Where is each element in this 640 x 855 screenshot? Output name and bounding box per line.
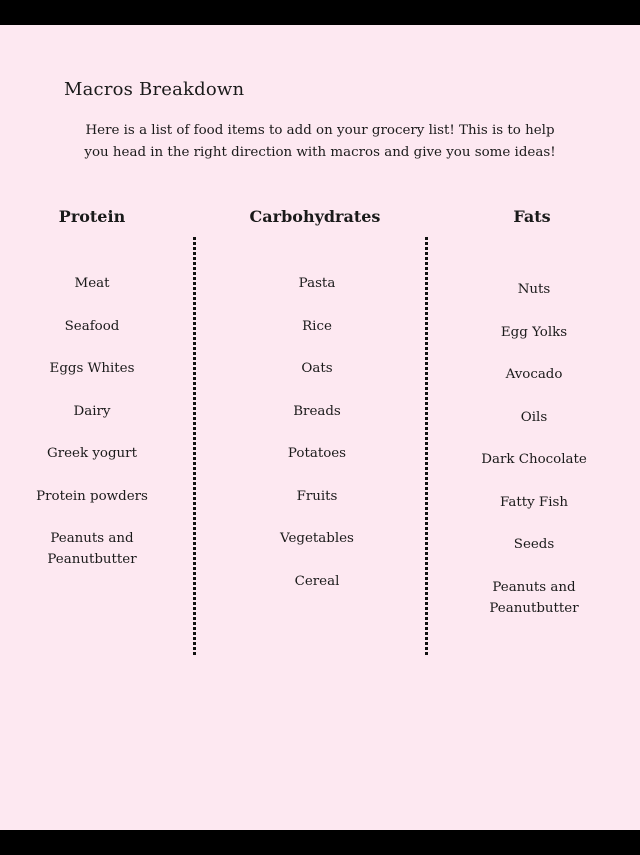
top-black-bar — [0, 0, 640, 25]
list-item: Seeds — [513, 537, 555, 552]
list-item: Egg Yolks — [500, 324, 568, 340]
carbohydrates-list — [247, 273, 387, 613]
bottom-black-bar — [0, 830, 640, 855]
list-item: Oils — [520, 409, 548, 425]
list-item: Dairy — [73, 403, 111, 419]
intro-paragraph: Here is a list of food items to add on your grocery list! This is to help you head in the right direction with macros and give you some ideas! — [84, 123, 556, 160]
column-divider — [193, 237, 196, 655]
list-item: Peanuts and Peanutbutter — [489, 579, 579, 616]
list-item: Breads — [293, 403, 341, 419]
list-item: Peanuts and Peanutbutter — [47, 531, 137, 567]
list-item: Seafood — [64, 318, 120, 334]
column-divider — [425, 237, 428, 655]
document-page — [0, 25, 640, 830]
protein-list — [22, 273, 162, 592]
list-item: Nuts — [517, 282, 551, 297]
protein-heading: Protein — [58, 207, 126, 226]
list-item: Avocado — [505, 367, 563, 382]
list-item: Fruits — [296, 488, 338, 504]
list-item: Pasta — [298, 276, 336, 291]
carbohydrates-heading: Carbohydrates — [249, 207, 381, 226]
list-item: Rice — [302, 318, 332, 334]
list-item: Cereal — [294, 573, 340, 589]
fats-heading: Fats — [513, 207, 551, 226]
list-item: Meat — [74, 276, 110, 291]
fats-list — [464, 279, 604, 640]
list-item: Protein powders — [36, 488, 148, 504]
list-item: Dark Chocolate — [481, 452, 587, 467]
list-item: Greek yogurt — [47, 446, 137, 461]
list-item: Potatoes — [287, 446, 347, 461]
list-item: Eggs Whites — [49, 361, 135, 376]
list-item: Oats — [301, 361, 333, 376]
page-title: Macros Breakdown — [64, 79, 245, 100]
list-item: Fatty Fish — [499, 494, 569, 510]
list-item: Vegetables — [280, 531, 354, 546]
